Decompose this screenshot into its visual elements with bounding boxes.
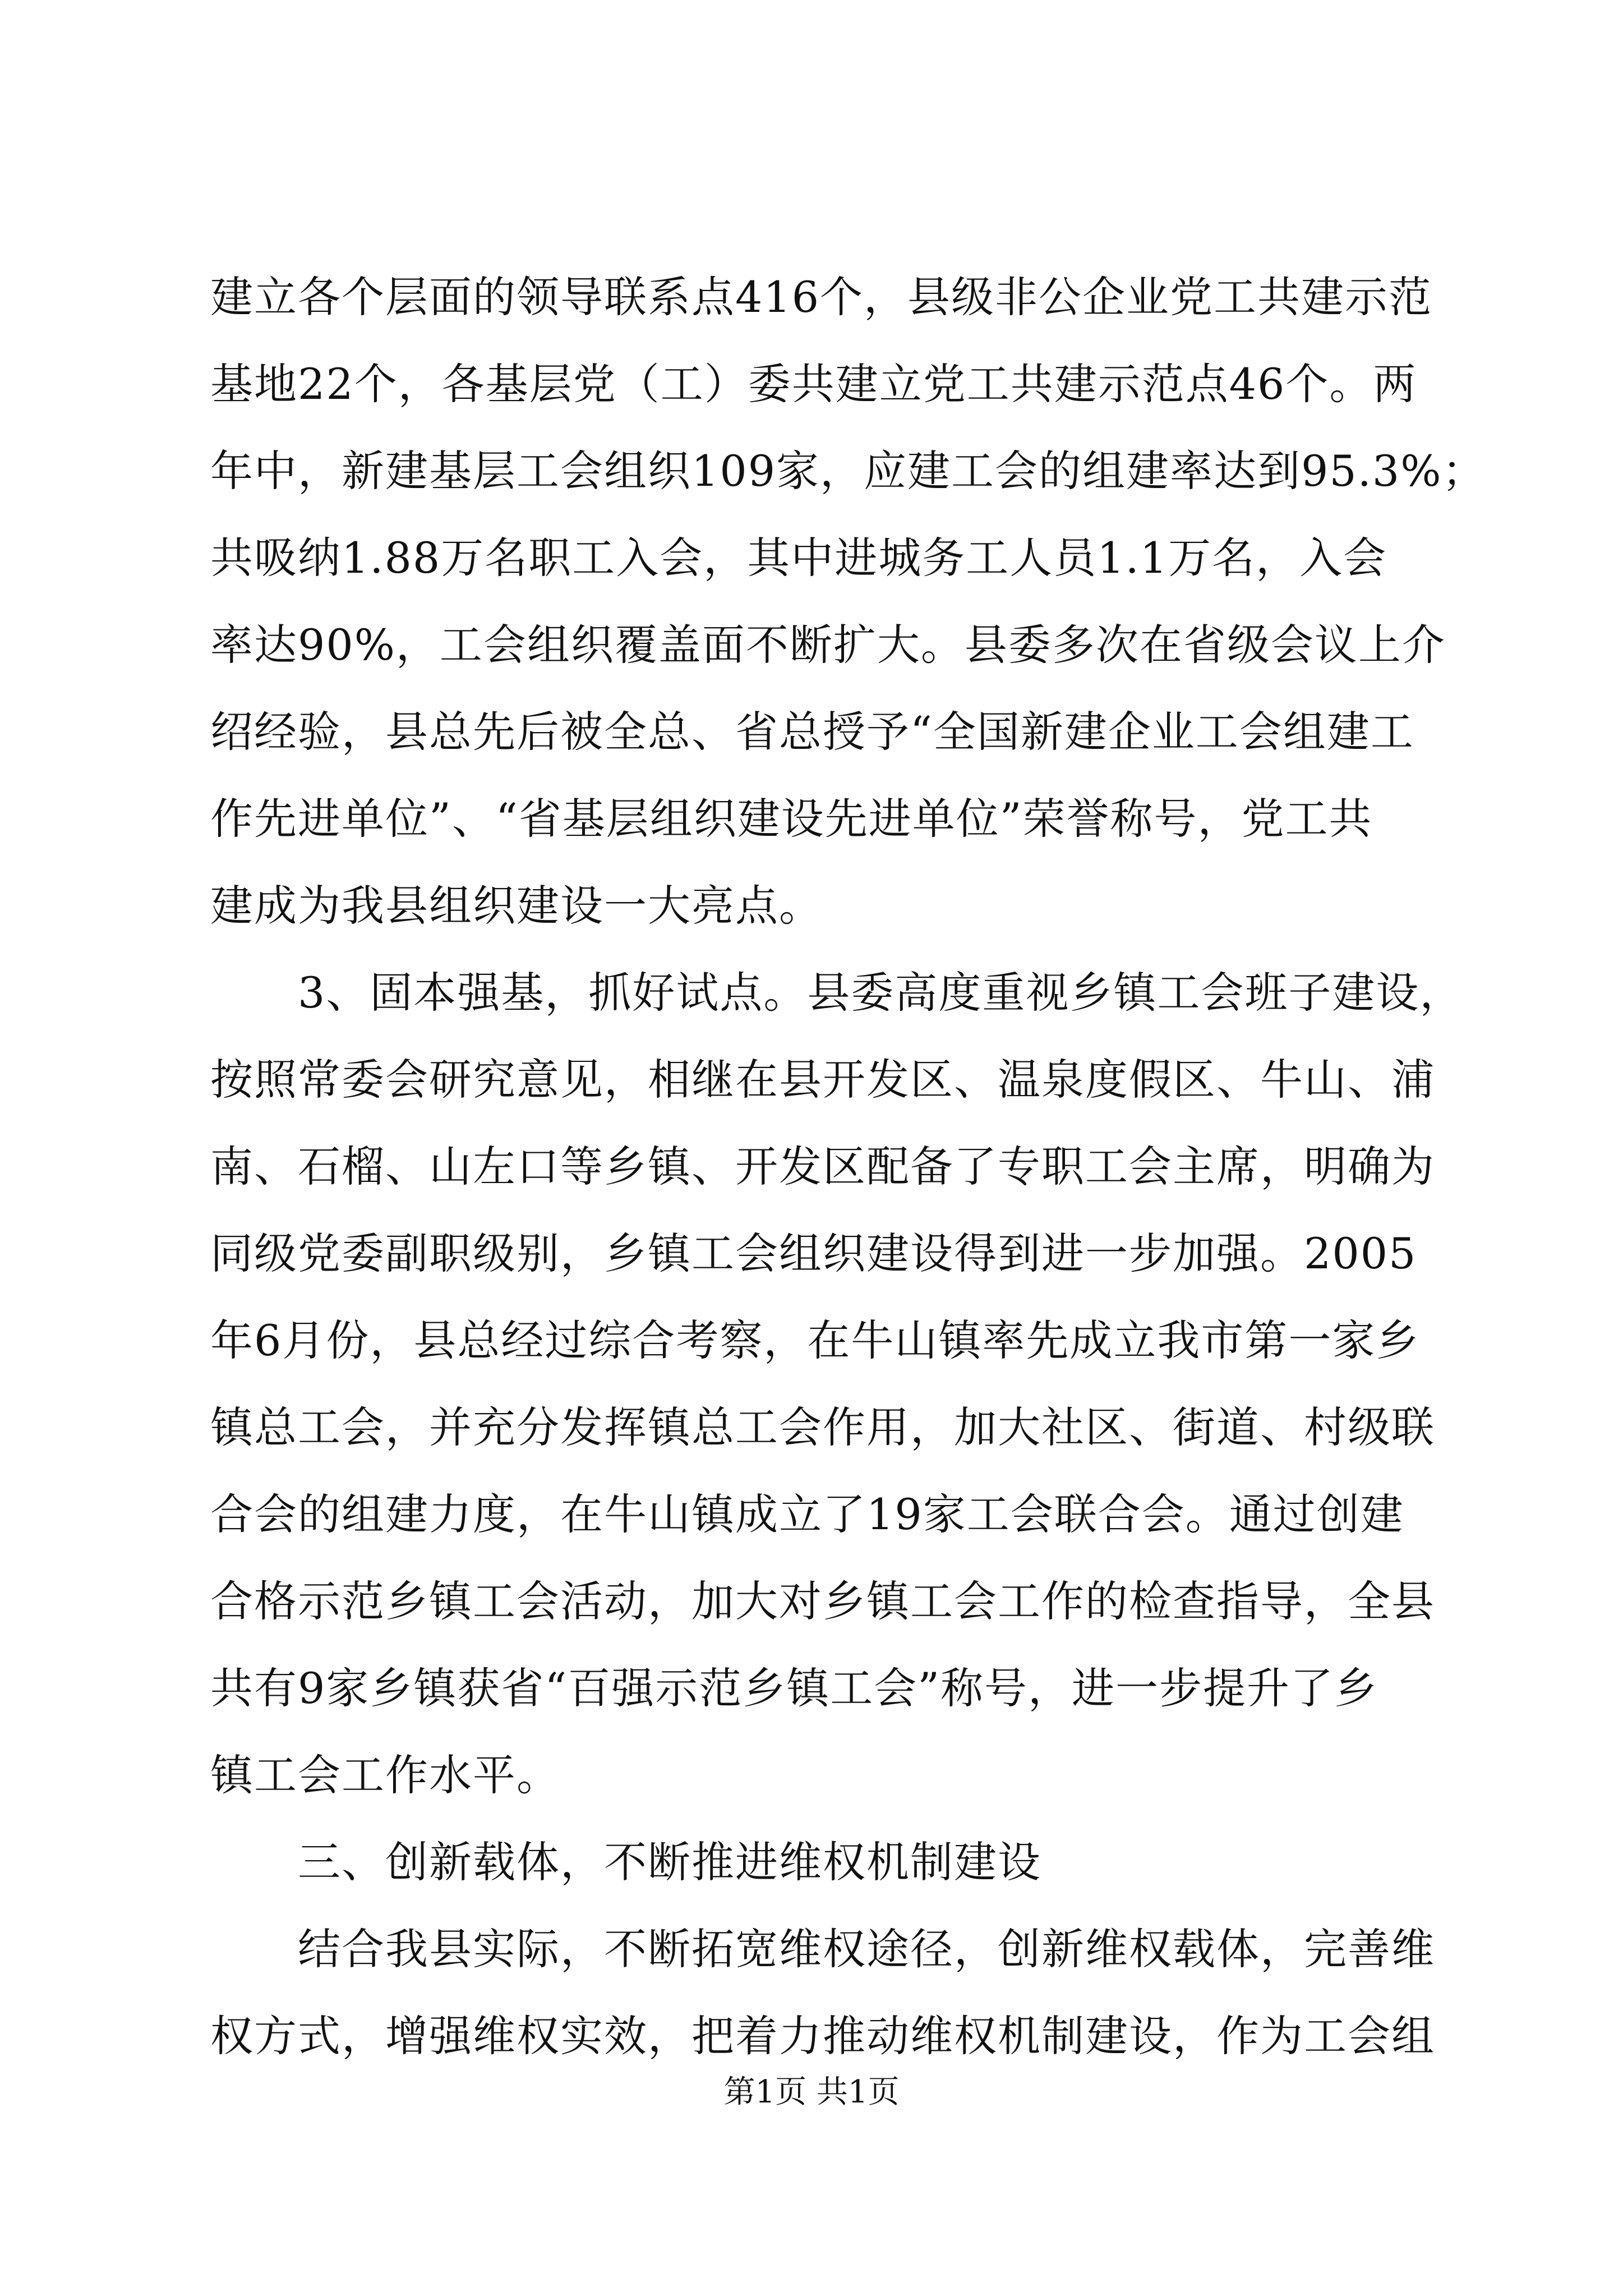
text-line: 作先进单位”、“省基层组织建设先进单位”荣誉称号，党工共	[210, 794, 1373, 844]
text-line: 建成为我县组织建设一大亮点。	[210, 881, 823, 931]
text-line: 同级党委副职级别，乡镇工会组织建设得到进一步加强。2005	[210, 1228, 1417, 1278]
text-line: 绍经验，县总先后被全总、省总授予“全国新建企业工会组建工	[210, 707, 1414, 757]
text-line: 基地22个，各基层党（工）委共建立党工共建示范点46个。两	[210, 359, 1417, 409]
text-line: 年6月份，县总经过综合考察，在牛山镇率先成立我市第一家乡	[210, 1315, 1420, 1365]
text-line: 合会的组建力度，在牛山镇成立了19家工会联合会。通过创建	[210, 1489, 1404, 1539]
text-line: 镇总工会，并充分发挥镇总工会作用，加大社区、街道、村级联	[210, 1402, 1435, 1452]
text-line: 共吸纳1.88万名职工入会，其中进城务工人员1.1万名，入会	[210, 533, 1387, 583]
text-line: 权方式，增强维权实效，把着力推动维权机制建设，作为工会组	[210, 2011, 1435, 2061]
text-line: 镇工会工作水平。	[210, 1750, 560, 1800]
text-line: 共有9家乡镇获省“百强示范乡镇工会”称号，进一步提升了乡	[210, 1663, 1378, 1713]
text-line: 年中，新建基层工会组织109家，应建工会的组建率达到95.3%；	[210, 446, 1486, 496]
text-line: 结合我县实际，不断拓宽维权途径，创新维权载体，完善维	[210, 1924, 1435, 1974]
section-heading: 三、创新载体，不断推进维权机制建设	[210, 1837, 1041, 1887]
text-line: 按照常委会研究意见，相继在县开发区、温泉度假区、牛山、浦	[210, 1055, 1435, 1105]
text-line: 3、固本强基，抓好试点。县委高度重视乡镇工会班子建设，	[210, 968, 1464, 1018]
text-line: 南、石榴、山左口等乡镇、开发区配备了专职工会主席，明确为	[210, 1142, 1435, 1191]
text-line: 率达90%，工会组织覆盖面不断扩大。县委多次在省级会议上介	[210, 620, 1446, 670]
text-line: 建立各个层面的领导联系点416个，县级非公企业党工共建示范	[210, 272, 1433, 322]
document-body	[210, 254, 1486, 2079]
page-footer: 第1页 共1页	[723, 2074, 900, 2110]
text-line: 合格示范乡镇工会活动，加大对乡镇工会工作的检查指导，全县	[210, 1576, 1435, 1626]
